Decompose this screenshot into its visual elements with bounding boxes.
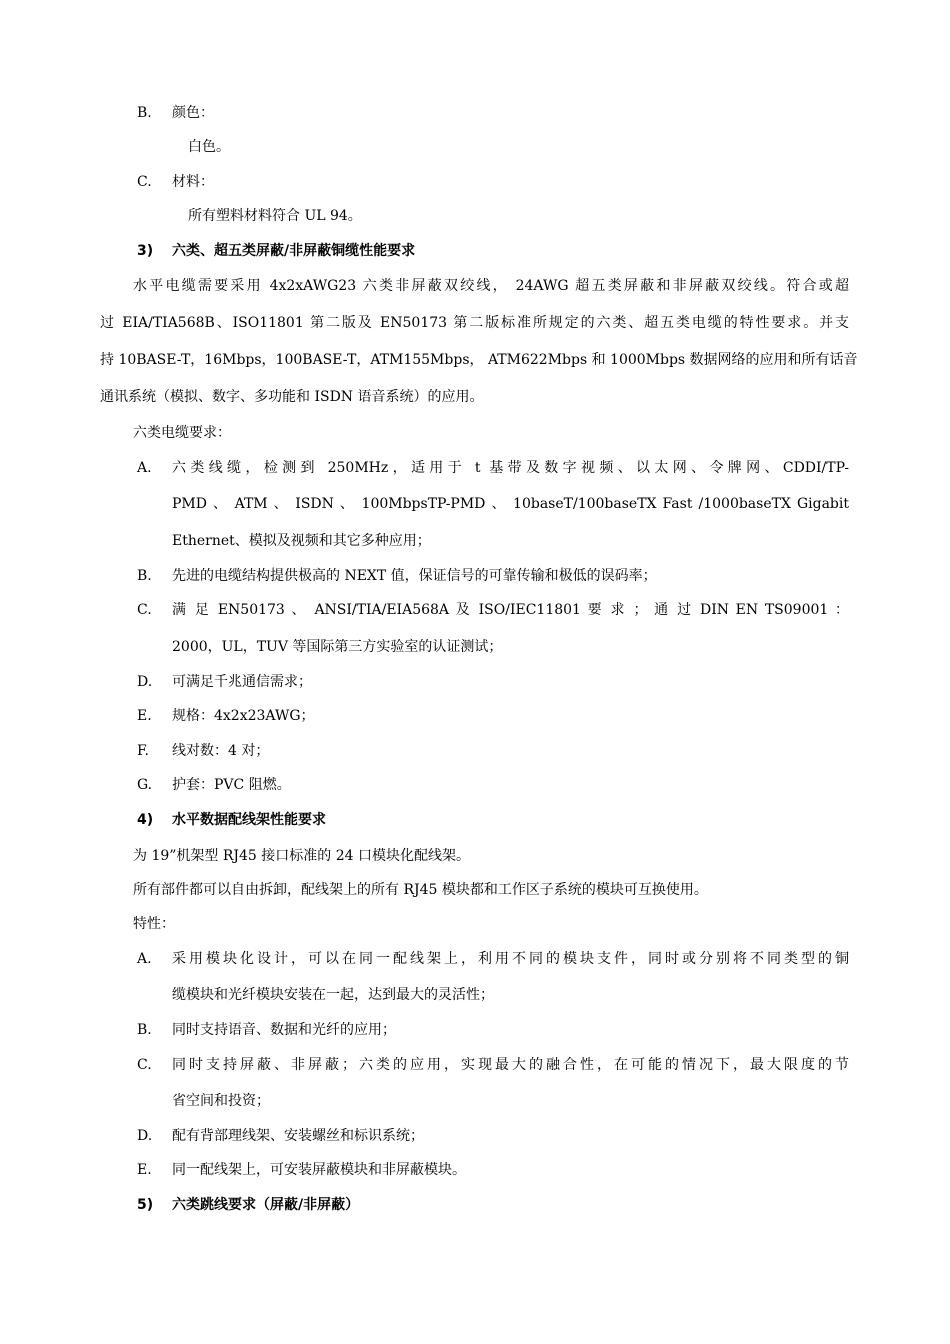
list-item-line: 省空间和投资； bbox=[172, 1093, 270, 1109]
paragraph-line: 持 10BASE-T，16Mbps，100BASE-T，ATM155Mbps， ATM622Mbps 和 1000Mbps 数据网络的应用和所有话音 bbox=[100, 352, 858, 368]
section-number: 4) bbox=[137, 812, 154, 828]
list-marker: A. bbox=[137, 951, 152, 967]
list-marker: E. bbox=[137, 708, 152, 724]
list-item-line: 先进的电缆结构提供极高的 NEXT 值，保证信号的可靠传输和极低的误码率； bbox=[172, 568, 657, 584]
list-marker: C. bbox=[137, 602, 152, 618]
item-value: 所有塑料材料符合 UL 94。 bbox=[188, 208, 362, 224]
section-heading: 水平数据配线架性能要求 bbox=[172, 812, 326, 828]
list-item-line: Ethernet、模拟及视频和其它多种应用； bbox=[172, 533, 431, 549]
list-marker: C. bbox=[137, 1057, 152, 1073]
list-marker: F. bbox=[137, 743, 149, 759]
list-item-line: 护套：PVC 阻燃。 bbox=[172, 777, 291, 793]
list-item-line: 可满足千兆通信需求； bbox=[172, 674, 312, 690]
list-marker: C. bbox=[137, 174, 152, 190]
section-heading: 六类、超五类屏蔽/非屏蔽铜缆性能要求 bbox=[172, 243, 416, 259]
list-marker: A. bbox=[137, 460, 152, 476]
list-item-line: 六类线缆，检测到 250MHz，适用于 t 基带及数字视频、以太网、令牌网、CDDI/TP- bbox=[172, 460, 849, 476]
subheading: 六类电缆要求： bbox=[133, 425, 231, 441]
list-marker: D. bbox=[137, 674, 153, 690]
item-label: 材料： bbox=[172, 174, 214, 190]
subheading: 特性： bbox=[133, 916, 175, 932]
list-marker: B. bbox=[137, 568, 152, 584]
item-value: 白色。 bbox=[188, 139, 230, 155]
list-item-line: 满 足 EN50173 、 ANSI/TIA/EIA568A 及 ISO/IEC11801 要 求 ； 通 过 DIN EN TS09001 ： bbox=[172, 602, 849, 618]
item-label: 颜色： bbox=[172, 105, 214, 121]
list-item-line: 同一配线架上，可安装屏蔽模块和非屏蔽模块。 bbox=[172, 1162, 466, 1178]
list-item-line: 配有背部理线架、安装螺丝和标识系统； bbox=[172, 1128, 424, 1144]
section-number: 3) bbox=[137, 243, 154, 259]
paragraph-line: 过 EIA/TIA568B、ISO11801 第二版及 EN50173 第二版标准所规定的六类、超五类电缆的特性要求。并支 bbox=[100, 315, 849, 331]
list-marker: B. bbox=[137, 1022, 152, 1038]
list-item-line: 同时支持屏蔽、非屏蔽；六类的应用，实现最大的融合性，在可能的情况下，最大限度的节 bbox=[172, 1057, 849, 1073]
list-marker: E. bbox=[137, 1162, 152, 1178]
paragraph-line: 通讯系统（模拟、数字、多功能和 ISDN 语音系统）的应用。 bbox=[100, 389, 484, 405]
list-item-line: 规格：4x2x23AWG； bbox=[172, 708, 315, 724]
list-item-line: 2000，UL，TUV 等国际第三方实验室的认证测试； bbox=[172, 639, 503, 655]
section-heading: 六类跳线要求（屏蔽/非屏蔽） bbox=[172, 1197, 360, 1213]
paragraph-line: 水平电缆需要采用 4x2xAWG23 六类非屏蔽双绞线， 24AWG 超五类屏蔽和非屏蔽双绞线。符合或超 bbox=[133, 278, 849, 294]
list-item-line: 采用模块化设计，可以在同一配线架上，利用不同的模块支件，同时或分别将不同类型的铜 bbox=[172, 951, 849, 967]
list-item-line: 同时支持语音、数据和光纤的应用； bbox=[172, 1022, 396, 1038]
list-item-line: 线对数：4 对； bbox=[172, 743, 270, 759]
paragraph-line: 所有部件都可以自由拆卸，配线架上的所有 RJ45 模块都和工作区子系统的模块可互换使用。 bbox=[133, 882, 708, 898]
list-item-line: 缆模块和光纤模块安装在一起，达到最大的灵活性； bbox=[172, 987, 494, 1003]
list-marker: G. bbox=[137, 777, 153, 793]
list-item-line: PMD 、 ATM 、 ISDN 、 100MbpsTP-PMD 、 10baseT/100baseTX Fast /1000baseTX Gigabit bbox=[172, 496, 849, 512]
list-marker: D. bbox=[137, 1128, 153, 1144]
paragraph-line: 为 19”机架型 RJ45 接口标准的 24 口模块化配线架。 bbox=[133, 848, 471, 864]
section-number: 5) bbox=[137, 1197, 154, 1213]
list-marker: B. bbox=[137, 105, 152, 121]
